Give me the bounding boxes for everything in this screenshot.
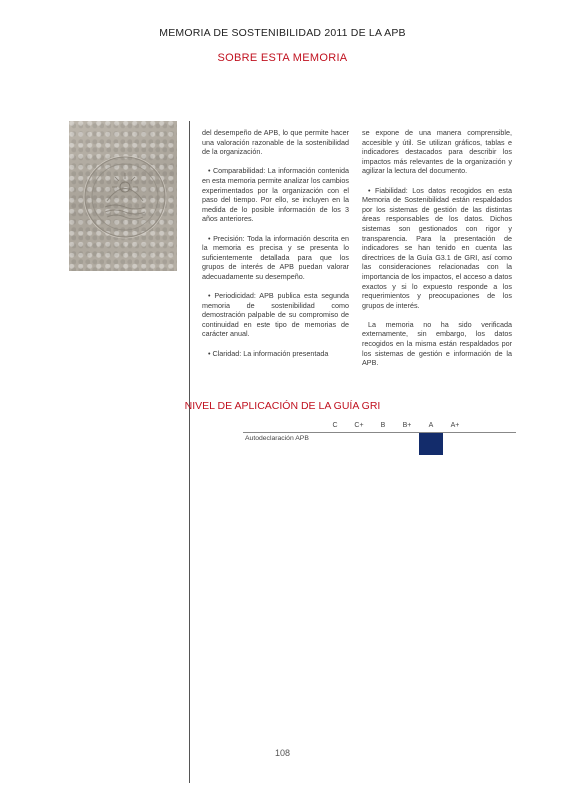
gri-level-a: A [428, 422, 434, 429]
gri-level-b: B [380, 422, 386, 429]
gri-level-b-plus: B+ [402, 422, 412, 429]
paragraph-comparabilidad: • Comparabilidad: La información contenida en esta memoria permite analizar los cambios experimentados por la organización con el paso del tiempo. Por ello, se incluyen en la medida de lo posible información de los 3 años anteriores. [202, 166, 349, 224]
seal-photo [69, 121, 177, 271]
paragraph-periodicidad: • Periodicidad: APB publica esta segunda memoria de sostenibilidad como demostración palpable de su compromiso de continuidad en este tipo de memorias de carácter anual. [202, 291, 349, 339]
paragraph-fiabilidad: • Fiabilidad: Los datos recogidos en esta Memoria de Sostenibilidad están respaldados por los sistemas de gestión de las distintas áreas responsables de los datos. Dichos sistemas son gestionados con rigor y transparencia. Para la presentación de indicadores se han tenido en cuenta las directrices de la Guía G3.1 de GRI, así como las consideraciones relacionadas con la importancia de los impactos, el acceso a datos exactos y si lo expuesto responde a los requerimientos y preocupaciones de los grupos de interés. [362, 185, 512, 310]
gri-level-a-plus: A+ [450, 422, 460, 429]
section-title: SOBRE ESTA MEMORIA [217, 52, 348, 64]
left-text-column [202, 128, 349, 368]
gri-level-header [243, 422, 516, 432]
running-header: MEMORIA DE SOSTENIBILIDAD 2011 DE LA APB [159, 27, 406, 39]
gri-row-label: Autodeclaración APB [245, 435, 309, 442]
column-divider [189, 121, 190, 783]
right-text-column [362, 128, 512, 377]
gri-table-title: NIVEL DE APLICACIÓN DE LA GUÍA GRI [184, 400, 381, 412]
gri-table-line [243, 432, 516, 433]
paragraph-claridad: • Claridad: La información presentada [208, 348, 329, 358]
paragraph: se expone de una manera comprensible, accesible y útil. Se utilizan gráficos, tablas e indicadores destacados para describir los impactos más relevantes de la organización y agilizar la lectura del documento. [362, 128, 512, 176]
paragraph-precision: • Precisión: Toda la información descrita en la memoria es precisa y se presenta lo suficientemente detallada para que los grupos de interés de APB puedan valorar adecuadamente su desempeño. [202, 233, 349, 281]
embossed-seal-icon [69, 121, 177, 271]
paragraph: del desempeño de APB, lo que permite hacer una valoración razonable de la sostenibilidad de la organización. [202, 128, 349, 157]
paragraph-verificacion: La memoria no ha sido verificada externamente, sin embargo, los datos recogidos en la misma están respaldados por los sistemas de gestión e información de la APB. [362, 319, 512, 368]
gri-selected-level-cell [419, 433, 443, 455]
gri-level-c-plus: C+ [354, 422, 364, 429]
page-number: 108 [274, 748, 291, 758]
gri-level-c: C [332, 422, 338, 429]
